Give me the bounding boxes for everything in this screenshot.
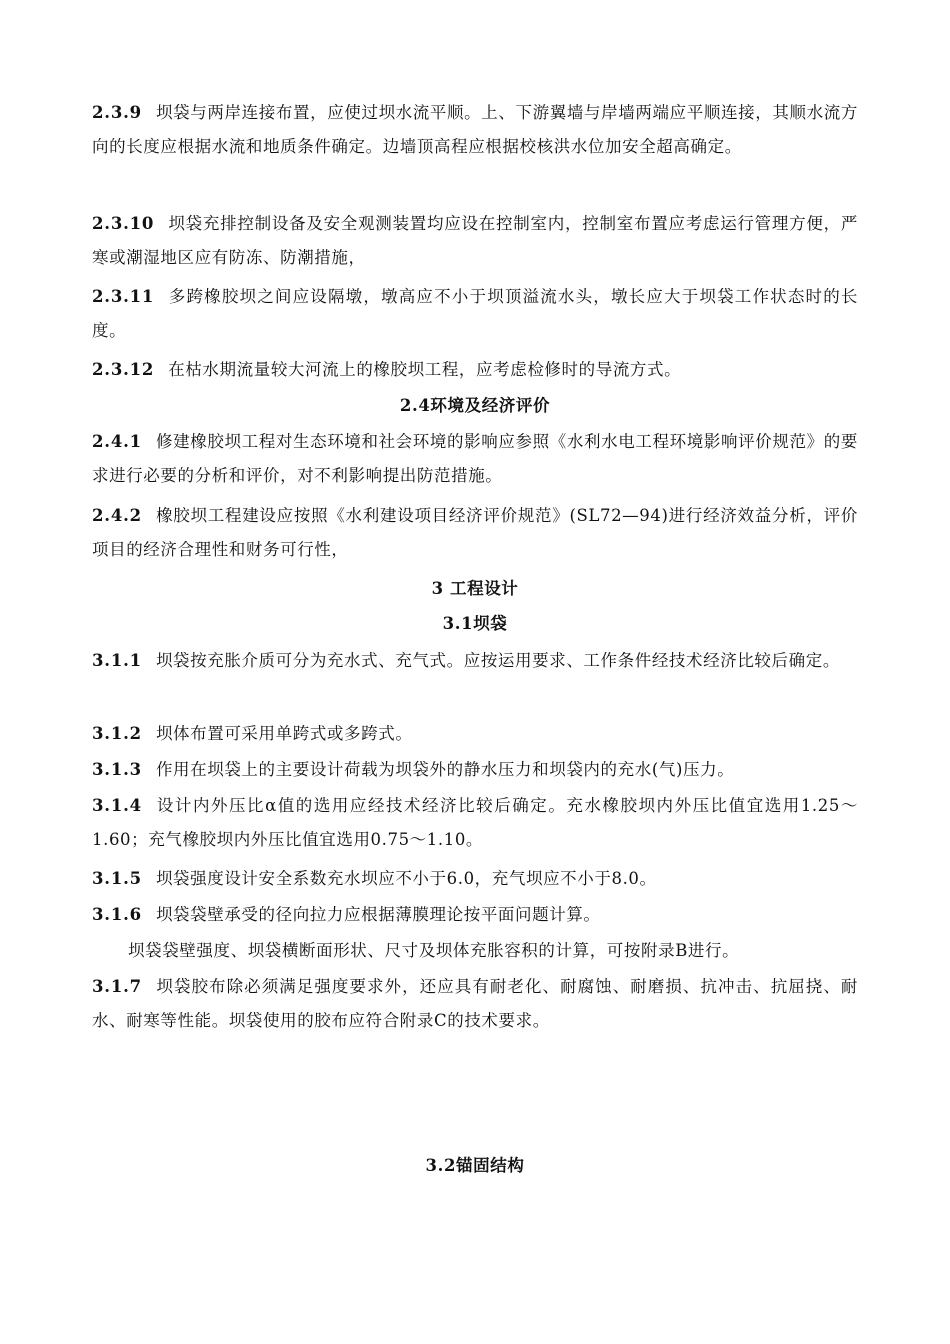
clause-number: 3.1.6 — [92, 905, 142, 924]
clause-text: 作用在坝袋上的主要设计荷载为坝袋外的静水压力和坝袋内的充水(气)压力。 — [155, 760, 735, 779]
clause-number: 3.1.3 — [92, 760, 142, 779]
clause-2-3-11 — [92, 280, 858, 348]
clause-number: 2.3.11 — [92, 287, 155, 306]
clause-3-1-6-continuation: 坝袋袋壁强度、坝袋横断面形状、尺寸及坝体充胀容积的计算，可按附录B进行。 — [128, 941, 740, 960]
clause-text: 坝体布置可采用单跨式或多跨式。 — [155, 724, 413, 743]
clause-3-1-7 — [92, 970, 858, 1038]
clause-text: 设计内外压比α值的选用应经技术经济比较后确定。充水橡胶坝内外压比值宜选用1.25～1.60；充气橡胶坝内外压比值宜选用0.75～1.10。 — [92, 796, 858, 849]
clause-number: 2.4.1 — [92, 432, 142, 451]
clause-2-3-10 — [92, 207, 858, 275]
clause-number: 3.1.1 — [92, 651, 142, 670]
clause-number: 3.1.5 — [92, 869, 142, 888]
clause-text: 坝袋充排控制设备及安全观测装置均应设在控制室内，控制室布置应考虑运行管理方便，严寒或潮湿地区应有防冻、防潮措施， — [92, 214, 858, 267]
clause-text: 在枯水期流量较大河流上的橡胶坝工程，应考虑检修时的导流方式。 — [168, 360, 682, 379]
clause-3-1-5 — [92, 862, 858, 896]
clause-3-1-4 — [92, 789, 858, 857]
clause-3-1-3 — [92, 753, 858, 787]
clause-number: 2.3.10 — [92, 214, 155, 233]
clause-number: 2.3.9 — [92, 103, 142, 122]
clause-text: 坝袋强度设计安全系数充水坝应不小于6.0，充气坝应不小于8.0。 — [155, 869, 657, 888]
clause-text: 坝袋胶布除必须满足强度要求外，还应具有耐老化、耐腐蚀、耐磨损、抗冲击、抗屈挠、耐水、耐寒等性能。坝袋使用的胶布应符合附录C的技术要求。 — [92, 977, 858, 1030]
section-heading-3-1: 3.1坝袋 — [442, 614, 508, 633]
clause-text: 坝袋与两岸连接布置，应使过坝水流平顺。上、下游翼墙与岸墙两端应平顺连接，其顺水流方向的长度应根据水流和地质条件确定。边墙顶高程应根据校核洪水位加安全超高确定。 — [92, 103, 858, 156]
clause-number: 3.1.7 — [92, 977, 142, 996]
clause-3-1-1 — [92, 644, 858, 678]
clause-text: 坝袋按充胀介质可分为充水式、充气式。应按运用要求、工作条件经技术经济比较后确定。 — [155, 651, 840, 670]
section-heading-3-2: 3.2锚固结构 — [425, 1156, 525, 1175]
clause-2-4-1 — [92, 425, 858, 493]
clause-2-3-12 — [92, 353, 858, 387]
chapter-heading-3: 3 工程设计 — [431, 579, 519, 598]
clause-text: 修建橡胶坝工程对生态环境和社会环境的影响应参照《水利水电工程环境影响评价规范》的要求进行必要的分析和评价，对不利影响提出防范措施。 — [92, 432, 858, 485]
clause-text: 坝袋袋壁承受的径向拉力应根据薄膜理论按平面问题计算。 — [155, 905, 601, 924]
clause-2-3-9 — [92, 96, 858, 164]
clause-number: 2.3.12 — [92, 360, 155, 379]
clause-number: 2.4.2 — [92, 506, 142, 525]
clause-2-4-2 — [92, 499, 858, 567]
clause-number: 3.1.2 — [92, 724, 142, 743]
clause-text: 多跨橡胶坝之间应设隔墩，墩高应不小于坝顶溢流水头，墩长应大于坝袋工作状态时的长度。 — [92, 287, 858, 340]
section-heading-2-4: 2.4环境及经济评价 — [399, 396, 551, 415]
clause-3-1-2 — [92, 717, 858, 751]
clause-text: 橡胶坝工程建设应按照《水利建设项目经济评价规范》(SL72—94)进行经济效益分析，评价项目的经济合理性和财务可行性， — [92, 506, 858, 559]
clause-3-1-6 — [92, 898, 858, 932]
clause-number: 3.1.4 — [92, 796, 142, 815]
